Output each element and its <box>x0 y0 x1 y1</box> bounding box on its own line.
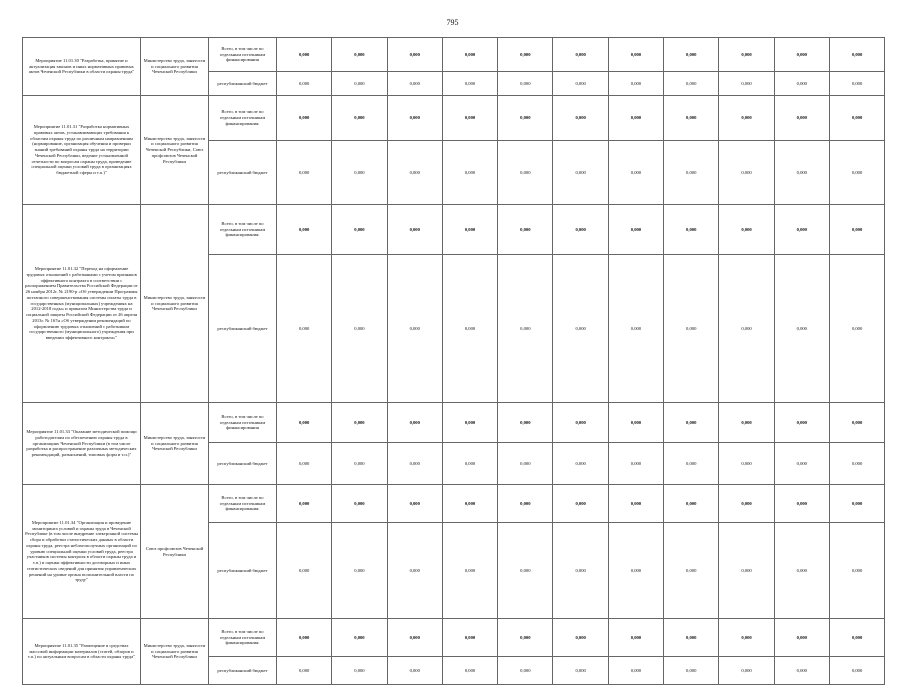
amount-cell: 0,000 <box>719 205 774 255</box>
funding-source-cell: Всего, в том числе по отдельным источникам финансирования <box>209 403 277 443</box>
amount-cell: 0,000 <box>829 141 884 205</box>
amount-cell: 0,000 <box>387 485 442 523</box>
amount-cell: 0,000 <box>277 403 332 443</box>
amount-cell: 0,000 <box>664 523 719 619</box>
amount-cell: 0,000 <box>498 403 553 443</box>
amount-cell: 0,000 <box>719 619 774 657</box>
amount-cell: 0,000 <box>387 403 442 443</box>
amount-cell: 0,000 <box>332 72 387 96</box>
amount-cell: 0,000 <box>774 255 829 403</box>
amount-cell: 0,000 <box>664 485 719 523</box>
amount-cell: 0,000 <box>442 205 497 255</box>
funding-source-cell: Всего, в том числе по отдельным источникам финансирования: <box>209 96 277 141</box>
amount-cell: 0,000 <box>387 255 442 403</box>
amount-cell: 0,000 <box>553 205 608 255</box>
amount-cell: 0,000 <box>277 96 332 141</box>
responsible-executor-cell: Министерство труда, занятости и социального развития Чеченской Республики <box>141 38 209 96</box>
amount-cell: 0,000 <box>774 403 829 443</box>
amount-cell: 0,000 <box>608 38 663 72</box>
amount-cell: 0,000 <box>277 38 332 72</box>
funding-source-cell: Всего, в том числе по отдельным источникам финансирования <box>209 38 277 72</box>
amount-cell: 0,000 <box>608 403 663 443</box>
responsible-executor-cell: Министерство труда, занятости и социального развития Чеченской Республики <box>141 619 209 685</box>
amount-cell: 0,000 <box>498 619 553 657</box>
amount-cell: 0,000 <box>553 72 608 96</box>
funding-source-cell: Всего, в том числе по отдельным источникам финансирования: <box>209 485 277 523</box>
amount-cell: 0,000 <box>664 403 719 443</box>
table-row-total <box>23 619 885 657</box>
amount-cell: 0,000 <box>442 619 497 657</box>
amount-cell: 0,000 <box>829 619 884 657</box>
amount-cell: 0,000 <box>498 523 553 619</box>
funding-source-cell: республиканский бюджет <box>209 141 277 205</box>
amount-cell: 0,000 <box>829 72 884 96</box>
amount-cell: 0,000 <box>553 38 608 72</box>
amount-cell: 0,000 <box>719 485 774 523</box>
amount-cell: 0,000 <box>719 255 774 403</box>
amount-cell: 0,000 <box>387 523 442 619</box>
amount-cell: 0,000 <box>332 205 387 255</box>
amount-cell: 0,000 <box>498 443 553 485</box>
amount-cell: 0,000 <box>387 96 442 141</box>
amount-cell: 0,000 <box>442 485 497 523</box>
amount-cell: 0,000 <box>608 443 663 485</box>
amount-cell: 0,000 <box>553 443 608 485</box>
event-name-cell: Мероприятие 11.01.34 "Организация и проведение мониторинга условий и охраны труда в Чеченской Республике (в том числе внедрение электронной системы сбора и обработки статистических данных в области охраны труда, реестра неблагополучных организаций по уровню специальной оценки условий труда, реестра участников системы контроля в области охраны труда и т.п.) и оценки эффективности договорных и иных статистических сведений для принятия управленческих решений на уровне органа исполнительной власти по труду" <box>23 485 141 619</box>
amount-cell: 0,000 <box>277 205 332 255</box>
amount-cell: 0,000 <box>387 443 442 485</box>
amount-cell: 0,000 <box>608 619 663 657</box>
amount-cell: 0,000 <box>719 38 774 72</box>
amount-cell: 0,000 <box>387 657 442 685</box>
amount-cell: 0,000 <box>442 72 497 96</box>
page-number: 795 <box>446 18 459 27</box>
amount-cell: 0,000 <box>553 96 608 141</box>
amount-cell: 0,000 <box>829 96 884 141</box>
amount-cell: 0,000 <box>498 657 553 685</box>
amount-cell: 0,000 <box>277 72 332 96</box>
amount-cell: 0,000 <box>498 38 553 72</box>
amount-cell: 0,000 <box>829 443 884 485</box>
amount-cell: 0,000 <box>829 657 884 685</box>
event-name-cell: Мероприятие 11.01.30 "Разработка, принятие и актуализация законов и иных нормативных правовых актов Чеченской Республики в области охраны труда" <box>23 38 141 96</box>
amount-cell: 0,000 <box>774 141 829 205</box>
responsible-executor-cell: Министерство труда, занятости и социального развития Чеченской Республики, Союз профсоюзов Чеченской Республики <box>141 96 209 205</box>
amount-cell: 0,000 <box>719 96 774 141</box>
amount-cell: 0,000 <box>442 443 497 485</box>
amount-cell: 0,000 <box>664 96 719 141</box>
amount-cell: 0,000 <box>608 72 663 96</box>
amount-cell: 0,000 <box>608 96 663 141</box>
funding-source-cell: республиканский бюджет <box>209 72 277 96</box>
amount-cell: 0,000 <box>498 72 553 96</box>
amount-cell: 0,000 <box>498 96 553 141</box>
amount-cell: 0,000 <box>664 141 719 205</box>
amount-cell: 0,000 <box>719 657 774 685</box>
amount-cell: 0,000 <box>387 141 442 205</box>
event-name-cell: Мероприятие 11.01.35 "Размещение в средствах массовой информации материалов (статей, обзоров и т.п.) по актуальным вопросам в области охраны труда" <box>23 619 141 685</box>
amount-cell: 0,000 <box>277 657 332 685</box>
amount-cell: 0,000 <box>332 255 387 403</box>
amount-cell: 0,000 <box>774 657 829 685</box>
amount-cell: 0,000 <box>774 485 829 523</box>
amount-cell: 0,000 <box>332 657 387 685</box>
amount-cell: 0,000 <box>277 619 332 657</box>
amount-cell: 0,000 <box>442 523 497 619</box>
amount-cell: 0,000 <box>664 443 719 485</box>
amount-cell: 0,000 <box>442 657 497 685</box>
event-name-cell: Мероприятие 11.01.33 "Оказание методической помощи работодателям по обеспечению охраны труда в организациях Чеченской Республики (в том числе разработка и распространение различных методических рекомендаций, разъяснений, типовых форм и т.п.)" <box>23 403 141 485</box>
amount-cell: 0,000 <box>774 523 829 619</box>
amount-cell: 0,000 <box>664 38 719 72</box>
amount-cell: 0,000 <box>277 443 332 485</box>
amount-cell: 0,000 <box>553 485 608 523</box>
amount-cell: 0,000 <box>664 619 719 657</box>
funding-source-cell: республиканский бюджет <box>209 657 277 685</box>
funding-source-cell: Всего, в том числе по отдельным источникам финансирования: <box>209 619 277 657</box>
amount-cell: 0,000 <box>719 141 774 205</box>
amount-cell: 0,000 <box>553 403 608 443</box>
budget-table-body <box>23 38 885 685</box>
amount-cell: 0,000 <box>332 141 387 205</box>
table-row-total <box>23 205 885 255</box>
amount-cell: 0,000 <box>442 141 497 205</box>
amount-cell: 0,000 <box>498 485 553 523</box>
amount-cell: 0,000 <box>719 72 774 96</box>
amount-cell: 0,000 <box>332 38 387 72</box>
amount-cell: 0,000 <box>332 619 387 657</box>
responsible-executor-cell: Союз профсоюзов Чеченской Республики <box>141 485 209 619</box>
responsible-executor-cell: Министерство труда, занятости и социального развития Чеченской Республики <box>141 403 209 485</box>
amount-cell: 0,000 <box>277 485 332 523</box>
amount-cell: 0,000 <box>608 141 663 205</box>
funding-source-cell: республиканский бюджет <box>209 443 277 485</box>
amount-cell: 0,000 <box>664 205 719 255</box>
amount-cell: 0,000 <box>332 96 387 141</box>
table-row-total <box>23 38 885 72</box>
amount-cell: 0,000 <box>608 657 663 685</box>
amount-cell: 0,000 <box>442 403 497 443</box>
amount-cell: 0,000 <box>608 485 663 523</box>
amount-cell: 0,000 <box>829 205 884 255</box>
amount-cell: 0,000 <box>442 255 497 403</box>
table-row-total <box>23 403 885 443</box>
amount-cell: 0,000 <box>829 403 884 443</box>
amount-cell: 0,000 <box>774 96 829 141</box>
table-row-total <box>23 485 885 523</box>
amount-cell: 0,000 <box>332 403 387 443</box>
event-name-cell: Мероприятие 11.01.31 "Разработка нормативных правовых актов, устанавливающих требования к областям охраны труда по различным направлениям (нормирование, организация обучения и проверки знаний требований охраны труда на территории Чеченской Республики, ведение установленной отчетности по вопросам охраны труда, проведение специальной оценки условий труда в организациях бюджетной сферы и т.п.)" <box>23 96 141 205</box>
amount-cell: 0,000 <box>719 403 774 443</box>
amount-cell: 0,000 <box>498 255 553 403</box>
amount-cell: 0,000 <box>277 141 332 205</box>
amount-cell: 0,000 <box>774 72 829 96</box>
amount-cell: 0,000 <box>442 38 497 72</box>
amount-cell: 0,000 <box>498 141 553 205</box>
amount-cell: 0,000 <box>664 72 719 96</box>
amount-cell: 0,000 <box>553 619 608 657</box>
amount-cell: 0,000 <box>553 657 608 685</box>
funding-source-cell: Всего, в том числе по отдельным источникам финансирования: <box>209 205 277 255</box>
amount-cell: 0,000 <box>608 205 663 255</box>
event-name-cell: Мероприятие 11.01.32 "Переход на оформление трудовых отношений с работниками с учетом признаков эффективного контракта в соответствии с распоряжением Правительства Российской Федерации от 26 ноября 2012г. № 2190-р «Об утверждении Программы поэтапного совершенствования системы оплаты труда в государственных (муниципальных) учреждениях на 2012-2018 годы» и приказом Министерства труда и социальной защиты Российской Федерации от 26 апреля 2013г. № 167н «Об утверждении рекомендаций по оформлению трудовых отношений с работником государственного (муниципального) учреждения при введении эффективного контракта»" <box>23 205 141 403</box>
amount-cell: 0,000 <box>332 485 387 523</box>
funding-source-cell: республиканский бюджет <box>209 523 277 619</box>
amount-cell: 0,000 <box>553 255 608 403</box>
amount-cell: 0,000 <box>774 38 829 72</box>
funding-source-cell: республиканский бюджет <box>209 255 277 403</box>
amount-cell: 0,000 <box>829 255 884 403</box>
amount-cell: 0,000 <box>774 205 829 255</box>
amount-cell: 0,000 <box>664 255 719 403</box>
amount-cell: 0,000 <box>277 255 332 403</box>
responsible-executor-cell: Министерство труда, занятости и социального развития Чеченской Республики <box>141 205 209 403</box>
table-row-total <box>23 96 885 141</box>
amount-cell: 0,000 <box>332 443 387 485</box>
budget-table <box>22 37 885 685</box>
amount-cell: 0,000 <box>608 523 663 619</box>
amount-cell: 0,000 <box>829 485 884 523</box>
amount-cell: 0,000 <box>829 38 884 72</box>
amount-cell: 0,000 <box>387 619 442 657</box>
amount-cell: 0,000 <box>387 38 442 72</box>
amount-cell: 0,000 <box>774 443 829 485</box>
amount-cell: 0,000 <box>553 523 608 619</box>
amount-cell: 0,000 <box>498 205 553 255</box>
amount-cell: 0,000 <box>553 141 608 205</box>
amount-cell: 0,000 <box>719 523 774 619</box>
amount-cell: 0,000 <box>829 523 884 619</box>
amount-cell: 0,000 <box>664 657 719 685</box>
amount-cell: 0,000 <box>387 205 442 255</box>
amount-cell: 0,000 <box>332 523 387 619</box>
amount-cell: 0,000 <box>277 523 332 619</box>
amount-cell: 0,000 <box>608 255 663 403</box>
amount-cell: 0,000 <box>719 443 774 485</box>
amount-cell: 0,000 <box>387 72 442 96</box>
amount-cell: 0,000 <box>442 96 497 141</box>
amount-cell: 0,000 <box>774 619 829 657</box>
